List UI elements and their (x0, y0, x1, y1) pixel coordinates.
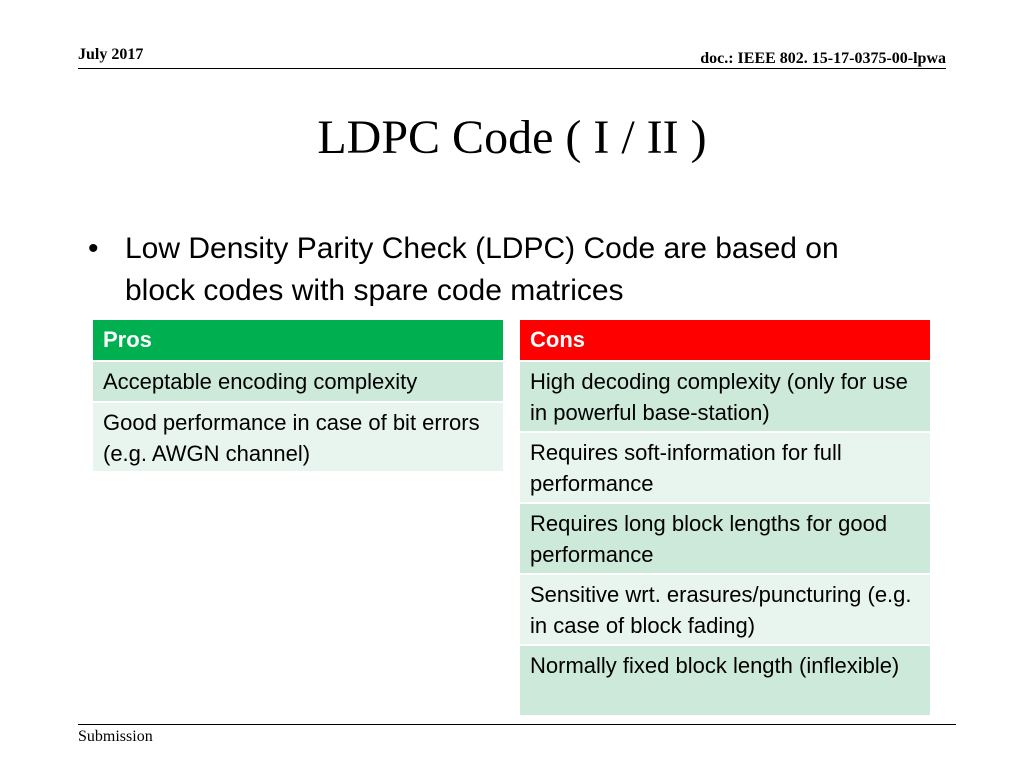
cons-table-row: Sensitive wrt. erasures/puncturing (e.g. in case of block fading) (520, 573, 930, 644)
header-date: July 2017 (78, 46, 144, 63)
cons-table-header: Cons (520, 320, 930, 360)
pros-table-row: Good performance in case of bit errors (e.g. AWGN channel) (93, 401, 503, 471)
header-doc-id: doc.: IEEE 802. 15-17-0375-00-lpwa (700, 50, 946, 67)
pros-table-header: Pros (93, 320, 503, 360)
footer-label: Submission (78, 728, 153, 745)
cons-table-row: Requires long block lengths for good performance (520, 502, 930, 573)
bullet-marker: • (88, 232, 99, 265)
slide-title: LDPC Code ( I / II ) (317, 111, 707, 164)
header-divider (78, 68, 946, 69)
bullet-text: Low Density Parity Check (LDPC) Code are based on block codes with spare code matrices (125, 232, 839, 307)
cons-table-row: Requires soft-information for full performance (520, 431, 930, 502)
footer-divider (78, 724, 956, 725)
cons-table-row: Normally fixed block length (inflexible) (520, 644, 930, 715)
cons-table-row: High decoding complexity (only for use in powerful base-station) (520, 360, 930, 431)
pros-table (93, 320, 503, 471)
pros-table-row: Acceptable encoding complexity (93, 360, 503, 401)
cons-table (520, 320, 930, 715)
